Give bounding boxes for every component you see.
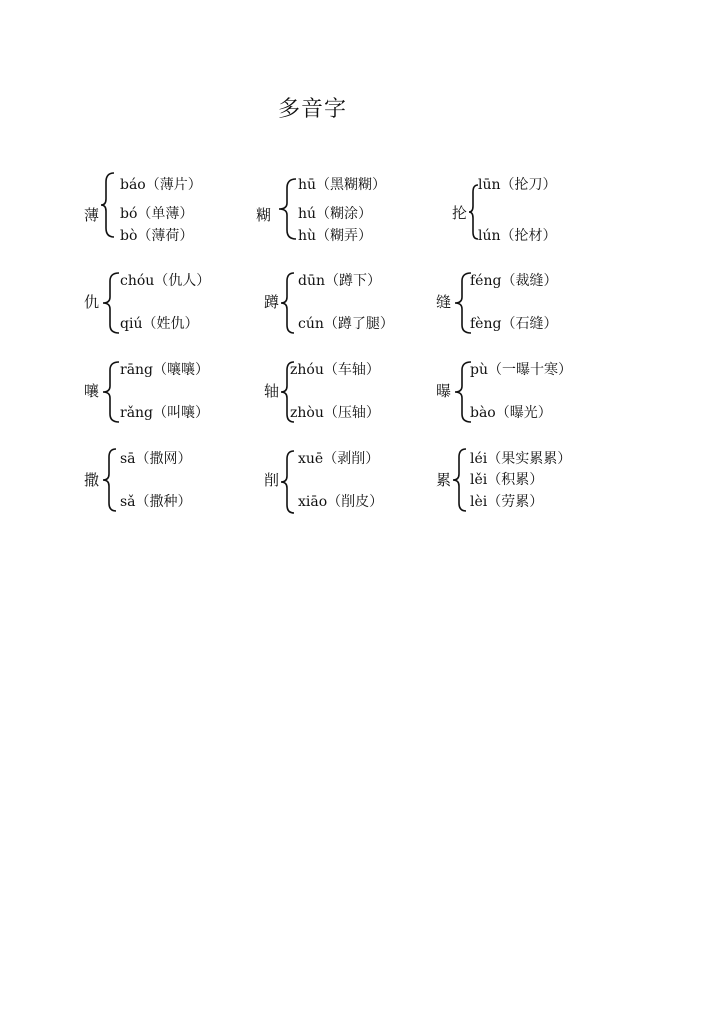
reading-line: rāng（嚷嚷） — [120, 362, 210, 378]
polyphone-char: 薄 — [84, 206, 100, 224]
reading-line: lún（抡材） — [478, 228, 557, 244]
reading-line: dūn（蹲下） — [298, 273, 381, 289]
reading-line: xiāo（削皮） — [298, 494, 384, 510]
brace-icon — [452, 448, 470, 512]
brace-icon — [100, 172, 118, 238]
polyphone-char: 累 — [436, 471, 452, 489]
polyphone-char: 蹲 — [264, 293, 280, 311]
polyphone-char: 抡 — [452, 204, 468, 222]
reading-line: lūn（抡刀） — [478, 177, 557, 193]
group-lun — [452, 170, 672, 244]
brace-icon — [102, 361, 120, 423]
reading-line: sǎ（撒种） — [120, 494, 192, 510]
reading-line: féng（裁缝） — [470, 273, 558, 289]
reading-line: hú（糊涂） — [298, 206, 373, 222]
reading-line: rǎng（叫嚷） — [120, 405, 210, 421]
reading-line: zhóu（车轴） — [290, 362, 380, 378]
polyphone-char: 嚷 — [84, 382, 100, 400]
reading-line: bó（单薄） — [120, 206, 194, 222]
group-feng — [436, 266, 656, 336]
reading-line: báo（薄片） — [120, 177, 202, 193]
reading-line: hù（糊弄） — [298, 228, 373, 244]
reading-line: lèi（劳累） — [470, 494, 544, 510]
polyphone-char: 削 — [264, 471, 280, 489]
brace-icon — [102, 448, 120, 512]
reading-line: qiú（姓仇） — [120, 316, 199, 332]
polyphone-char: 轴 — [264, 382, 280, 400]
reading-line: bò（薄荷） — [120, 228, 194, 244]
reading-line: chóu（仇人） — [120, 273, 211, 289]
reading-line: zhòu（压轴） — [290, 405, 380, 421]
reading-line: xuē（剥削） — [298, 451, 380, 467]
brace-icon — [280, 450, 298, 514]
brace-icon — [278, 178, 296, 240]
reading-line: léi（果实累累） — [470, 451, 572, 467]
polyphone-char: 撒 — [84, 471, 100, 489]
group-lei — [436, 444, 656, 514]
group-hu — [256, 170, 476, 244]
reading-line: fèng（石缝） — [470, 316, 558, 332]
page-title: 多音字 — [278, 97, 348, 122]
reading-line: bào（曝光） — [470, 405, 552, 421]
reading-line: lěi（积累） — [470, 472, 544, 488]
polyphone-char: 糊 — [256, 206, 272, 224]
reading-line: hū（黑糊糊） — [298, 177, 387, 193]
polyphone-char: 仇 — [84, 293, 100, 311]
reading-line: cún（蹲了腿） — [298, 316, 394, 332]
brace-icon — [102, 272, 120, 334]
brace-icon — [280, 272, 298, 334]
group-pu — [436, 355, 656, 425]
polyphone-char: 曝 — [436, 382, 452, 400]
polyphone-char: 缝 — [436, 293, 452, 311]
reading-line: sā（撒网） — [120, 451, 192, 467]
reading-line: pù（一曝十寒） — [470, 362, 572, 378]
